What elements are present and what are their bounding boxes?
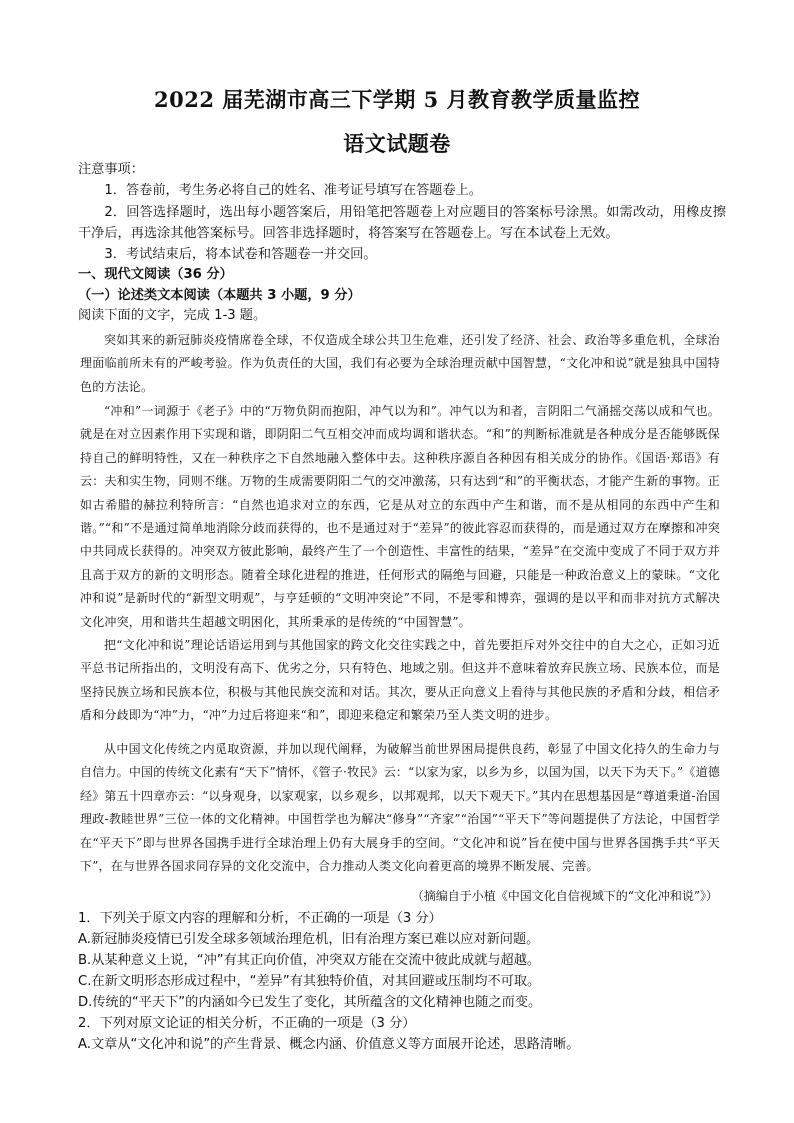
question-1-stem: 1．下列关于原文内容的理解和分析，不正确的一项是（3 分）: [78, 911, 442, 926]
passage-source: （摘编自于小植《中国文化自信视域下的“文化冲和说”》）: [411, 889, 718, 903]
question-2-option-a: A.文章从“文化冲和说”的产生背景、概念内涵、价值意义等方面展开论述，思路清晰。: [78, 1037, 580, 1052]
passage-paragraph-3: 把“文化冲和说”理论话语运用到与其他国家的跨文化交往实践之中，首先要拒斥对外交往中的自大之心，正如习近平总书记所指出的，文明没有高下、优劣之分，只有特色、地域之别。但这并不意味着放弃民族立场、民族本位，而是坚持民族立场和民族本位，积极与其他民族交流和对话。其次，要从正向意义上看待与其他民族的矛盾和分歧，相信矛盾和分歧即为“冲”力，“冲”力过后将迎来“和”，即迎来稳定和繁荣乃至人类文明的进步。: [80, 638, 720, 723]
passage-paragraph-1: 突如其来的新冠肺炎疫情席卷全球，不仅造成全球公共卫生危难，还引发了经济、社会、政治等多重危机，全球治理面临前所未有的严峻考验。作为负责任的大国，我们有必要为全球治理贡献中国智慧，“文化冲和说”就是独具中国特色的方法论。: [80, 333, 720, 394]
part-heading: 一、现代文阅读（36 分）: [78, 267, 233, 282]
exam-subtitle: 语文试题卷: [343, 131, 451, 156]
passage-paragraph-4: 从中国文化传统之内觅取资源，并加以现代阐释，为破解当前世界困局提供良药，彰显了中国文化持久的生命力与自信力。中国的传统文化素有“天下”情怀，《管子·牧民》云：“以家为家，以乡为乡，以国为国，以天下为天下。”《道德经》第五十四章亦云：“以身观身，以家观家，以乡观乡，以邦观邦，以天下观天下。”其内在思想基因是“尊道秉道-治国理政-教睦世界”三位一体的文化精神。中国哲学也为解决“修身”“齐家”“治国”“平天下”等问题提供了方法论，中国哲学在“平天下”即与世界各国携手进行全球治理上仍有大展身手的空间。“文化冲和说”旨在使中国与世界各国携手共“平天下”，在与世界各国求同存异的文化交流中，合力推动人类文化向着更高的境界不断发展、完善。: [80, 742, 720, 874]
instruction: 阅读下面的文字，完成 1-3 题。: [78, 308, 267, 323]
notice-item-3: 3．考试结束后，将本试卷和答题卷一并交回。: [104, 247, 377, 262]
sub-heading: （一）论述类文本阅读（本题共 3 小题，9 分）: [78, 288, 361, 303]
question-1-option-b: B.从某种意义上说，“冲”有其正向价值，冲突双方能在交流中彼此成就与超越。: [78, 953, 541, 968]
notice-heading: 注意事项：: [78, 162, 144, 177]
passage-paragraph-2: “冲和”一词源于《老子》中的“万物负阴而抱阳，冲气以为和”。冲气以为和者，言阴阳二气涌摇交荡以成和气也。就是在对立因素作用下实现和谐，即阴阳二气互相交冲而成均调和谐状态。“和”的判断标准就是各种成分是否能够既保持自己的鲜明特性，又在一种秩序之下自然地融入整体中去。这种秩序源自各种因有相关成分的协作。《国语·郑语》有云：夫和实生物，同则不继。万物的生成需要阴阳二气的交冲激荡，只有达到“和”的平衡状态，才能产生新的事物。正如古希腊的赫拉利特所言：“自然也追求对立的东西，它是从对立的东西中产生和谐，而不是从相同的东西中产生和谐。”“和”不是通过简单地消除分歧而获得的，也不是通过对于“差异”的彼此容忍而获得的，而是通过双方在摩擦和冲突中共同成长获得的。冲突双方彼此影响，最终产生了一个创造性、丰富性的结果，“差异”在交流中变成了不同于双方并且高于双方的新的文明形态。随着全球化进程的推进，任何形式的隔绝与回避，只能是一种政治意义上的蒙昧。“文化冲和说”是新时代的“新型文明观”，与亨廷顿的“文明冲突论”不同，不是零和博弈，强调的是以平和而非对抗方式解决文化冲突，用和谐共生超越文明困化，其所秉承的是传统的“中国智慧”。: [80, 404, 720, 629]
question-2-stem: 2．下列对原文论证的相关分析，不正确的一项是（3 分）: [78, 1016, 416, 1031]
question-1-option-c: C.在新文明形态形成过程中，“差异”有其独特价值，对其回避或压制均不可取。: [78, 974, 541, 989]
question-1-option-a: A.新冠肺炎疫情已引发全球多领域治理危机，旧有治理方案已难以应对新问题。: [78, 932, 540, 947]
exam-title: 2022 届芜湖市高三下学期 5 月教育教学质量监控: [154, 87, 640, 112]
notice-item-1: 1．答卷前，考生务必将自己的姓名、准考证号填写在答题卷上。: [104, 183, 483, 198]
question-1-option-d: D.传统的“平天下”的内涵如今已发生了变化，其所蕴含的文化精神也随之而变。: [78, 995, 542, 1010]
notice-item-2: 2．回答选择题时，选出每小题答案后，用铅笔把答题卷上对应题目的答案标号涂黑。如需改动，用橡皮擦干净后，再选涂其他答案标号。回答非选择题时，将答案写在答题卷上。写在本试卷上无效。: [78, 205, 726, 241]
